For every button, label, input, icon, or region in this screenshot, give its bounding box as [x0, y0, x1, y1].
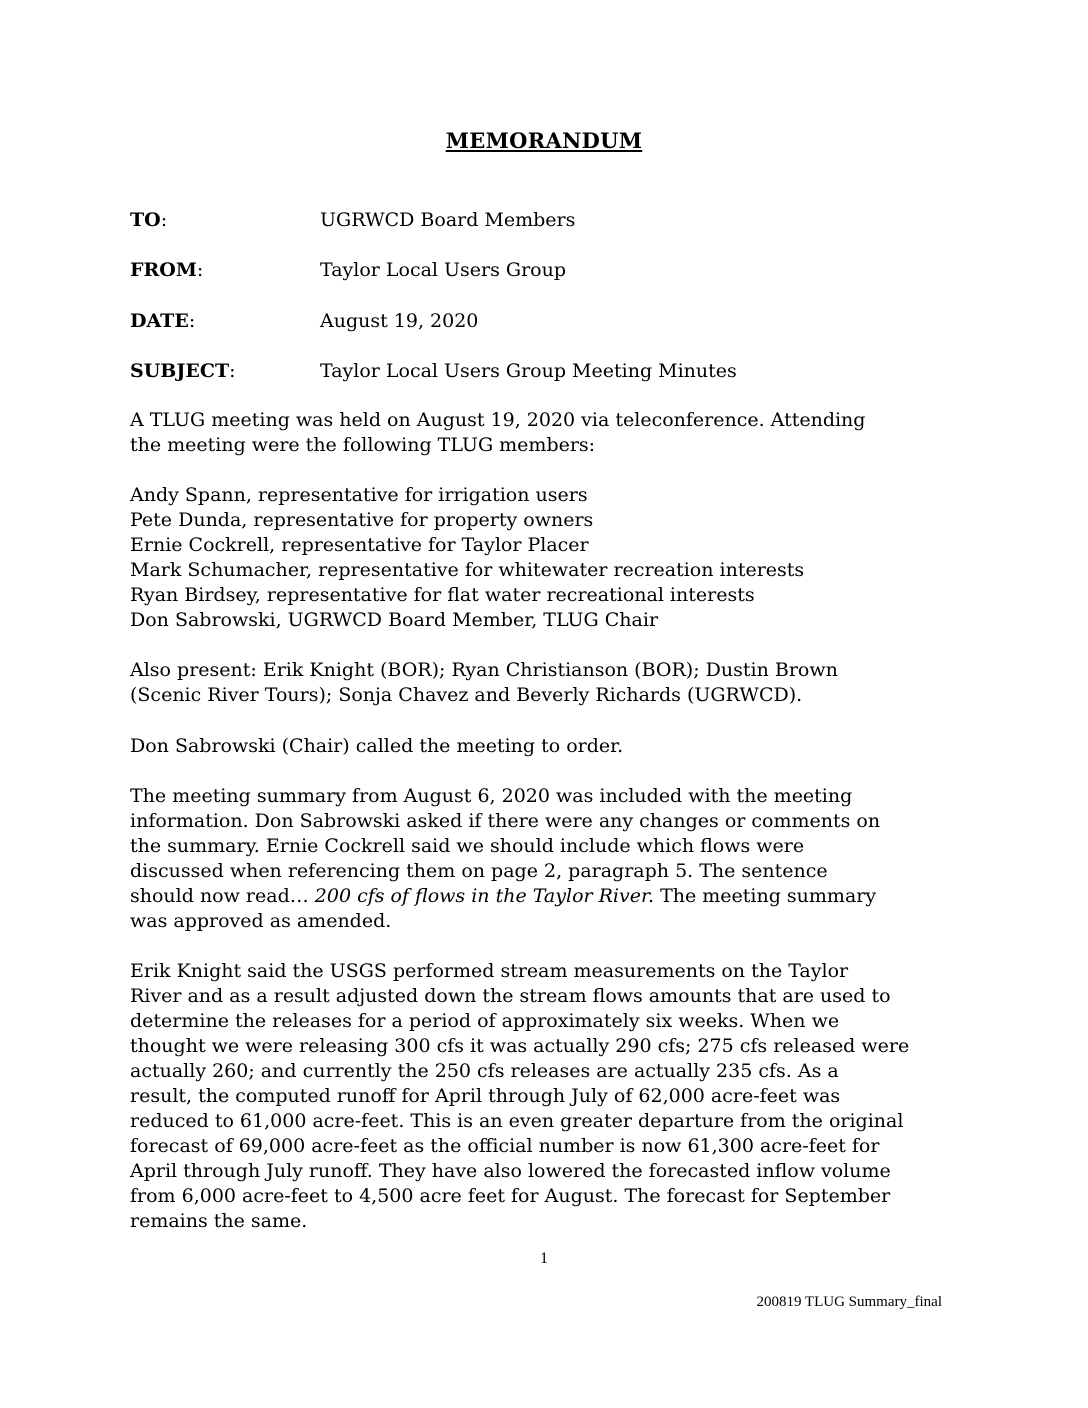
- members-list: [130, 483, 970, 633]
- knight-line: from 6,000 acre-feet to 4,500 acre feet for August. The forecast for September: [130, 1185, 891, 1207]
- knight-line: result, the computed runoff for April through July of 62,000 acre-feet was: [130, 1085, 841, 1107]
- knight-paragraph: [130, 959, 970, 1234]
- summary-line: was approved as amended.: [130, 910, 392, 932]
- page-number: 1: [540, 1250, 548, 1267]
- knight-line: reduced to 61,000 acre-feet. This is an even greater departure from the original: [130, 1110, 904, 1132]
- knight-line: April through July runoff. They have also lowered the forecasted inflow volume: [130, 1160, 891, 1182]
- intro-paragraph: [130, 408, 970, 458]
- date-value: August 19, 2020: [320, 310, 479, 332]
- intro-line: A TLUG meeting was held on August 19, 2020 via teleconference. Attending: [130, 409, 866, 431]
- to-row: [130, 208, 575, 232]
- date-row: [130, 309, 478, 333]
- member-item: Ryan Birdsey, representative for flat water recreational interests: [130, 584, 755, 606]
- summary-line: [130, 884, 970, 909]
- memo-title: MEMORANDUM: [445, 128, 643, 153]
- subject-label: SUBJECT:: [130, 360, 236, 382]
- from-label: FROM:: [130, 259, 204, 281]
- member-item: Pete Dunda, representative for property owners: [130, 509, 594, 531]
- member-item: Ernie Cockrell, representative for Taylor Placer: [130, 534, 589, 556]
- knight-line: actually 260; and currently the 250 cfs releases are actually 235 cfs. As a: [130, 1060, 839, 1082]
- quoted-sentence: 200 cfs of flows in the Taylor River.: [314, 885, 655, 907]
- call-to-order-line: Don Sabrowski (Chair) called the meeting to order.: [130, 735, 624, 757]
- to-label: TO:: [130, 209, 168, 231]
- summary-line-start: should now read…: [130, 885, 315, 907]
- from-value: Taylor Local Users Group: [320, 259, 567, 281]
- also-present-line: Also present: Erik Knight (BOR); Ryan Christianson (BOR); Dustin Brown: [130, 659, 838, 681]
- subject-value: Taylor Local Users Group Meeting Minutes: [320, 360, 737, 382]
- summary-line: information. Don Sabrowski asked if there were any changes or comments on: [130, 810, 881, 832]
- knight-line: thought we were releasing 300 cfs it was actually 290 cfs; 275 cfs released were: [130, 1035, 910, 1057]
- to-value: UGRWCD Board Members: [320, 209, 576, 231]
- summary-paragraph: [130, 784, 970, 934]
- summary-line-end: The meeting summary: [654, 885, 877, 907]
- date-label: DATE:: [130, 310, 196, 332]
- member-item: Andy Spann, representative for irrigation users: [130, 484, 588, 506]
- from-row: [130, 258, 566, 282]
- knight-line: River and as a result adjusted down the stream flows amounts that are used to: [130, 985, 891, 1007]
- footer-filename: 200819 TLUG Summary_final: [756, 1294, 942, 1310]
- call-to-order-paragraph: [130, 734, 970, 759]
- summary-line: The meeting summary from August 6, 2020 was included with the meeting: [130, 785, 853, 807]
- also-present-line: (Scenic River Tours); Sonja Chavez and Beverly Richards (UGRWCD).: [130, 684, 803, 706]
- knight-line: forecast of 69,000 acre-feet as the official number is now 61,300 acre-feet for: [130, 1135, 880, 1157]
- summary-line: the summary. Ernie Cockrell said we should include which flows were: [130, 835, 805, 857]
- knight-line: remains the same.: [130, 1210, 308, 1232]
- subject-row: [130, 359, 737, 383]
- intro-line: the meeting were the following TLUG members:: [130, 434, 596, 456]
- member-item: Mark Schumacher, representative for whitewater recreation interests: [130, 559, 805, 581]
- summary-line: discussed when referencing them on page 2, paragraph 5. The sentence: [130, 860, 828, 882]
- knight-line: determine the releases for a period of approximately six weeks. When we: [130, 1010, 840, 1032]
- also-present-paragraph: [130, 658, 970, 708]
- member-item: Don Sabrowski, UGRWCD Board Member, TLUG Chair: [130, 609, 659, 631]
- knight-line: Erik Knight said the USGS performed stream measurements on the Taylor: [130, 960, 849, 982]
